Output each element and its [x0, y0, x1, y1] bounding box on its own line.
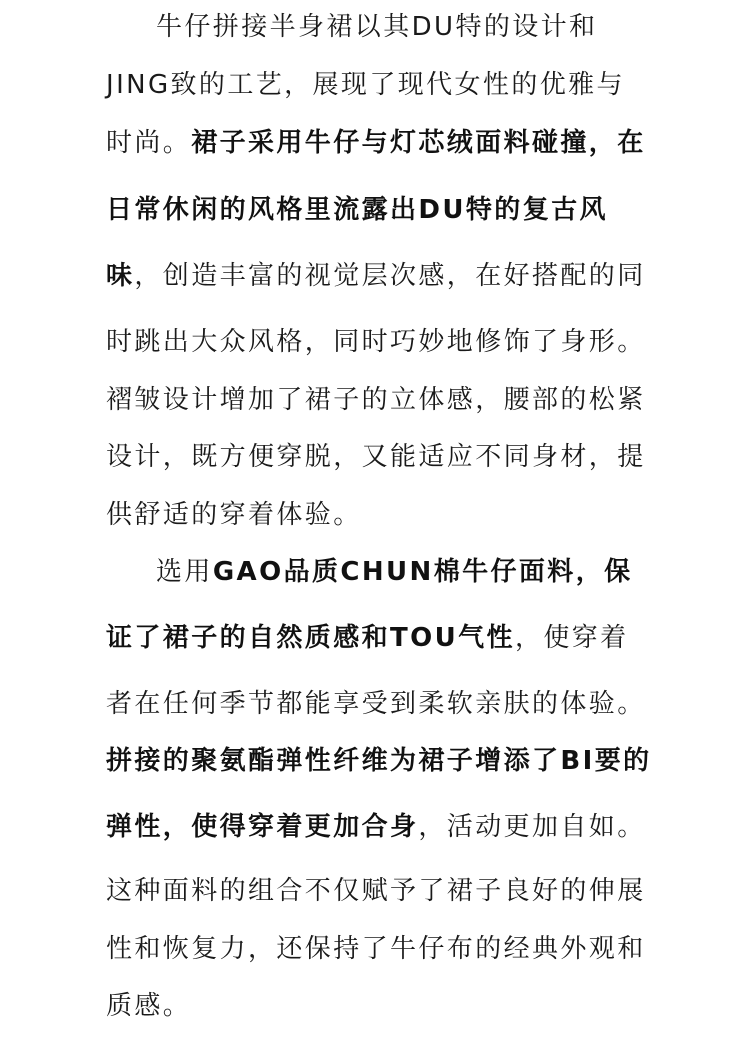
bold-text-run: 弹性，使得穿着更加合身 — [106, 812, 419, 842]
text-line — [106, 874, 646, 908]
bold-text-run: 裙子采用牛仔与灯芯绒面料碰撞，在 — [191, 128, 646, 158]
text-line — [106, 744, 652, 778]
text-run: 质感。 — [106, 991, 192, 1021]
text-line — [106, 126, 646, 160]
bold-text-run: 味 — [106, 261, 135, 291]
text-line — [106, 383, 646, 417]
text-run: JING致的工艺，展现了现代女性的优雅与 — [106, 70, 625, 100]
text-run: ，活动更加自如。 — [418, 812, 646, 842]
text-line — [156, 555, 633, 589]
text-line — [106, 687, 646, 721]
text-run: ，使穿着 — [514, 623, 629, 653]
text-run: 褶皱设计增加了裙子的立体感，腰部的松紧 — [106, 385, 646, 415]
text-run: 者在任何季节都能享受到柔软亲肤的体验。 — [106, 689, 646, 719]
text-line — [156, 10, 597, 44]
text-line — [106, 193, 608, 227]
text-run: 性和恢复力，还保持了牛仔布的经典外观和 — [106, 934, 646, 964]
text-run: 时跳出大众风格，同时巧妙地修饰了身形。 — [106, 327, 646, 357]
text-line — [106, 989, 191, 1023]
bold-text-run: 拼接的聚氨酯弹性纤维为裙子增添了BI要的 — [106, 746, 652, 776]
text-line — [106, 440, 646, 474]
text-run: 牛仔拼接半身裙以其DU特的设计和 — [156, 12, 598, 42]
text-line — [106, 259, 646, 293]
text-run: 时尚。 — [106, 128, 192, 158]
text-run: ，创造丰富的视觉层次感，在好搭配的同 — [134, 261, 646, 291]
text-line — [106, 498, 362, 532]
bold-text-run: 日常休闲的风格里流露出DU特的复古风 — [106, 195, 608, 225]
text-run: 供舒适的穿着体验。 — [106, 500, 362, 530]
bold-text-run: 证了裙子的自然质感和TOU气性 — [106, 623, 515, 653]
text-line — [106, 68, 625, 102]
text-run: 这种面料的组合不仅赋予了裙子良好的伸展 — [106, 876, 646, 906]
text-run: 设计，既方便穿脱，又能适应不同身材，提 — [106, 442, 646, 472]
text-run: 选用 — [156, 557, 213, 587]
text-line — [106, 621, 629, 655]
text-line — [106, 810, 646, 844]
text-line — [106, 325, 646, 359]
bold-text-run: GAO品质CHUN棉牛仔面料，保 — [212, 557, 633, 587]
text-line — [106, 932, 646, 966]
